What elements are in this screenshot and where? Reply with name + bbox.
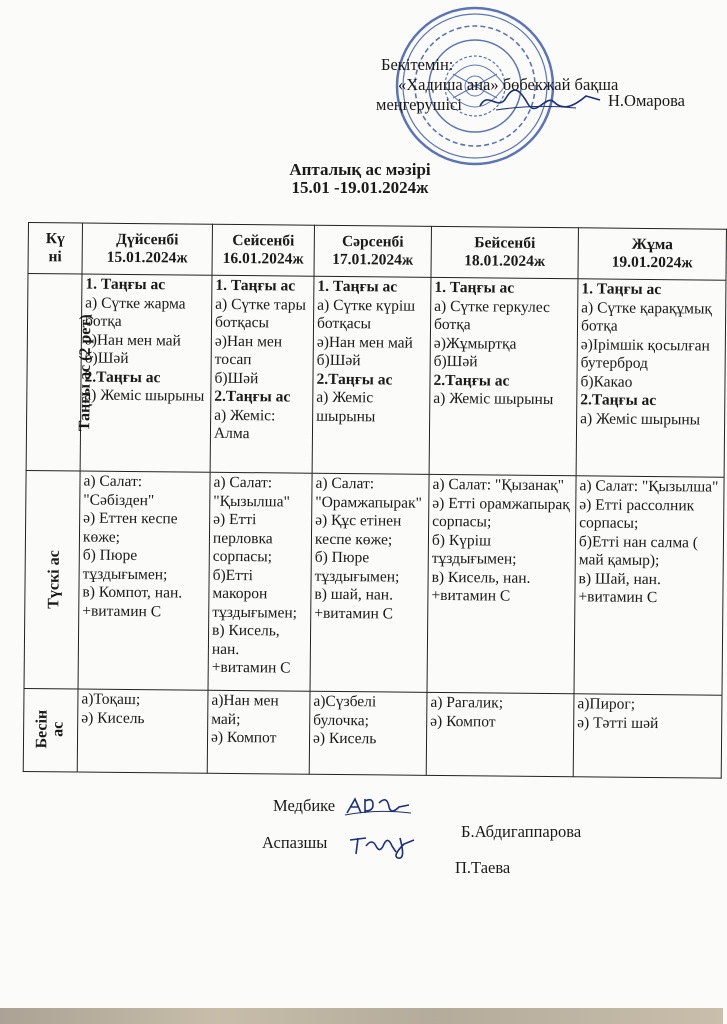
menu-cell: а)Тоқаш; ә) Кисель xyxy=(77,689,208,773)
nurse-label: Медбике xyxy=(273,796,336,815)
menu-cell: а)Сүзбелі булочка; ә) Кисель xyxy=(309,691,427,775)
meal-label: Түскі ас xyxy=(45,550,63,610)
page-title: Апталық ас мәзірі xyxy=(289,160,431,179)
menu-cell: 1. Таңғы ас а) Сүтке қарақұмық ботқа ә)Ірімшік қосылған бутерброд б)Какао 2.Таңғы ас а) Жеміс шырыны xyxy=(576,279,726,477)
table-header-row xyxy=(28,223,726,281)
cook-signature-icon xyxy=(346,830,418,860)
head-signature-icon xyxy=(476,86,606,114)
menu-cell: а) Салат: "Сәбізден" ә) Еттен кеспе көже; б) Пюре тұздығымен; в) Компот, нан. +витамин С xyxy=(78,471,210,690)
day-header: Жұма 19.01.2024ж xyxy=(578,228,726,280)
menu-cell: а)Нан мен май; ә) Компот xyxy=(207,690,310,774)
page-dates: 15.01 -19.01.2024ж xyxy=(291,178,429,197)
meal-label-cell xyxy=(24,470,80,689)
nurse-signature-icon xyxy=(343,793,413,819)
scan-edge-strip xyxy=(0,1008,723,1024)
afternoon-snack-row xyxy=(23,688,722,778)
menu-cell: а) Рагалик; ә) Компот xyxy=(426,692,574,776)
menu-cell: а)Пирог; ә) Тәтті шәй xyxy=(573,694,722,778)
meal-label: Бесін ас xyxy=(33,710,67,749)
meal-label-cell xyxy=(23,688,78,772)
menu-cell: а) Салат: "Қызылша" ә) Етті рассолник сорпасы; б)Етті нан салма ( май қамыр); в) Шай, нан. +витамин С xyxy=(574,476,724,695)
cook-label: Аспазшы xyxy=(262,833,328,852)
day-header: Сейсенбі 16.01.2024ж xyxy=(212,224,314,276)
menu-cell: 1. Таңғы ас а) Сүтке тары ботқасы ә)Нан мен тосап б)Шәй 2.Таңғы ас а) Жеміс: Алма xyxy=(210,275,314,473)
nurse-name: Б.Абдигаппарова xyxy=(461,822,582,841)
menu-cell: 1. Таңғы ас а) Сүтке күріш ботқасы ә)Нан мен май б)Шәй 2.Таңғы ас а) Жеміс шырыны xyxy=(312,276,431,474)
menu-cell: 1. Таңғы ас а) Сүтке геркулес ботқа ә)Жұмыртқа б)Шәй 2.Таңғы ас а) Жеміс шырыны xyxy=(429,277,578,475)
meal-label: Таңғы ас (2 рет) xyxy=(76,314,95,432)
day-header: Сәрсенбі 17.01.2024ж xyxy=(314,225,431,277)
day-header: Бейсенбі 18.01.2024ж xyxy=(431,226,578,278)
meal-label-cell xyxy=(26,274,95,472)
approve-label: Бекітемін: xyxy=(381,55,454,74)
lunch-row xyxy=(24,470,724,695)
corner-header: Кү ні xyxy=(28,223,82,275)
cook-name: П.Таева xyxy=(455,858,511,877)
head-name: Н.Омарова xyxy=(608,91,686,110)
weekly-menu-table xyxy=(23,222,727,779)
menu-cell: а) Салат: "Қызанақ" ә) Етті орамжапырақ сорпасы; б) Күріш тұздығымен; в) Кисель, нан. +витамин С xyxy=(427,474,576,693)
kindergarten-name: «Хадиша ана» бөбекжай бақша xyxy=(398,75,619,94)
menu-cell: 1. Таңғы ас а) Сүтке жарма ботқа ә)Нан мен май б)Шәй 2.Таңғы ас а) Жеміс шырыны xyxy=(80,274,212,472)
menu-cell: а) Салат: "Қызылша" ә) Етті перловка сорпасы; б)Етті макорон тұздығымен; в) Кисель, нан. +витамин С xyxy=(208,472,312,691)
menu-cell: а) Салат: "Орамжапырак" ә) Құс етінен кеспе көже; б) Пюре тұздығымен; в) шай, нан. +витамин С xyxy=(310,473,429,692)
head-position: меңгерушісі xyxy=(376,95,462,114)
breakfast-row xyxy=(26,274,726,478)
day-header: Дүйсенбі 15.01.2024ж xyxy=(82,223,212,275)
